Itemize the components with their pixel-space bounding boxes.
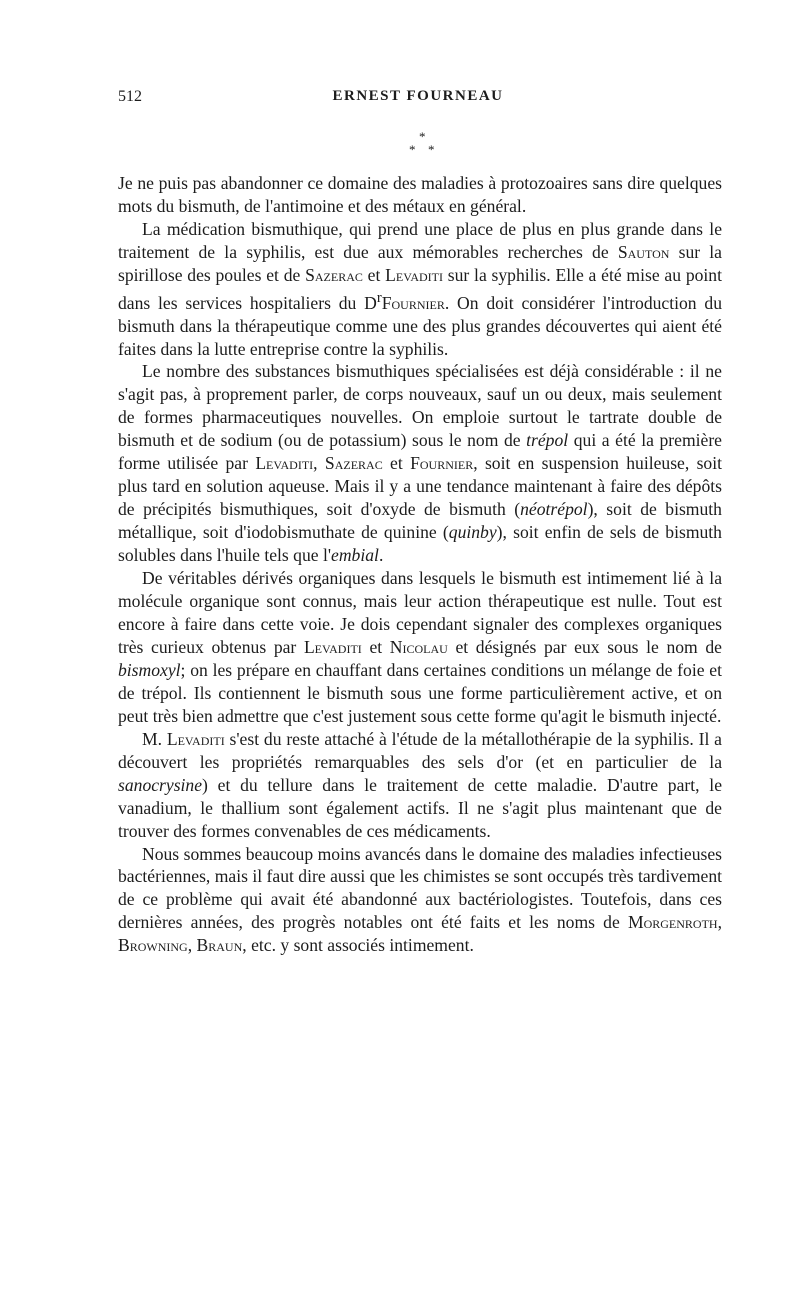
author-name: Sazerac xyxy=(324,453,383,474)
text-run: La médication bismuthique, qui prend une place de plus en plus grande dans le traitement de la syphilis, est due aux mémorables recherches de xyxy=(118,218,722,262)
paragraph xyxy=(118,843,722,958)
author-name: Braun xyxy=(196,935,243,956)
page-number: 512 xyxy=(118,88,142,105)
text-run: sur la spirillose des poules et de xyxy=(118,241,722,285)
text-run: et désignés par eux sous le nom de xyxy=(447,636,722,657)
text-run: qui a été la première forme utilisée par xyxy=(118,430,722,474)
author-name: Sauton xyxy=(617,241,670,262)
drug-name: bismoxyl xyxy=(118,659,181,680)
text-run: , xyxy=(313,453,325,474)
asterism-ornament xyxy=(0,130,800,162)
drug-name: trépol xyxy=(526,430,569,451)
paragraph xyxy=(118,567,722,728)
text-run: Nous sommes beaucoup moins avancés dans le domaine des maladies infectieuses bactériennes, mais il faut dire aussi que les chimistes se sont occupés très tardivement de ce problème qui avait été abandonné aux bactériologistes. Toutefois, dans ces dernières années, des progrès notables ont été faits et les noms de xyxy=(118,843,722,933)
drug-name: embial xyxy=(331,545,379,566)
text-run: , xyxy=(187,935,197,956)
text-run: Le nombre des substances bismuthiques spécialisées est déjà considérable : il ne s'agit pas, à proprement parler, de corps nouveaux, sauf un ou deux, mais seulement de formes pharmaceutiques nouvelles. On emploie surtout le tartrate double de bismuth et de sodium (ou de potassium) sous le nom de xyxy=(118,361,722,451)
body-text xyxy=(118,172,722,957)
text-run: ) et du tellure dans le traitement de cette maladie. D'autre part, le vanadium, le thallium sont également actifs. Il ne s'agit plus maintenant que de trouver des formes convenables de ces médicaments. xyxy=(118,774,722,841)
drug-name: sanocrysine xyxy=(118,774,203,795)
drug-name: néotrépol xyxy=(520,499,588,520)
author-name: Levaditi xyxy=(166,728,225,749)
text-run: s'est du reste attaché à l'étude de la métallothérapie de la syphilis. Il a découvert les propriétés remarquables des sels d'or (et en particulier de la xyxy=(118,728,722,772)
asterism-star: * xyxy=(419,129,426,144)
page-header xyxy=(118,88,718,110)
text-run: . xyxy=(378,545,384,566)
author-name: Levaditi xyxy=(385,264,443,285)
running-title: ERNEST FOURNEAU xyxy=(332,88,504,104)
author-name: Fournier xyxy=(410,453,474,474)
author-name: Levaditi xyxy=(255,453,314,474)
author-name: Levaditi xyxy=(303,636,362,657)
text-run: M. xyxy=(142,728,167,749)
author-name: Morgenroth xyxy=(627,912,718,933)
text-run: ), soit enfin de sels de bismuth solubles dans l'huile tels que l' xyxy=(118,522,722,566)
author-name: Sazerac xyxy=(305,264,363,285)
text-run: ; on les prépare en chauffant dans certaines conditions un mélange de foie et de trépol. Ils contiennent le bismuth sous une forme particulièrement active, et on peut très bien admettre que c'est justement sous cette forme qu'agit le bismuth injecté. xyxy=(118,659,722,726)
text-run: sur la syphilis. Elle a été mise au point dans les services hospitaliers du D xyxy=(118,264,722,313)
text-run: , etc. y sont associés intimement. xyxy=(242,935,474,956)
text-run: . On doit considérer l'introduction du bismuth dans la thérapeutique comme une des plus grandes découvertes qui aient été faites dans la lutte entreprise contre la syphilis. xyxy=(118,292,722,359)
drug-name: quinby xyxy=(448,522,497,543)
paragraph xyxy=(118,172,722,218)
paragraph xyxy=(118,360,722,567)
paragraph xyxy=(118,728,722,843)
text-run: et xyxy=(362,264,386,285)
paragraph xyxy=(118,218,722,361)
asterism-star: * xyxy=(428,142,435,157)
superscript: r xyxy=(376,289,382,306)
author-name: Nicolau xyxy=(389,636,448,657)
text-run: , xyxy=(717,912,722,933)
asterism-star: * xyxy=(409,142,416,157)
text-run: et xyxy=(361,636,390,657)
author-name: Browning xyxy=(118,935,188,956)
author-name: Fournier xyxy=(381,292,445,313)
text-run: , soit en suspension huileuse, soit plus tard en solution aqueuse. Mais il y a une tendance maintenant à faire des dépôts de précipités bismuthiques, soit d'oxyde de bismuth ( xyxy=(118,453,723,520)
text-run: De véritables dérivés organiques dans lesquels le bismuth est intimement lié à la molécule organique sont connus, mais leur action thérapeutique est nulle. Tout est encore à faire dans cette voie. Je dois cependant signaler des complexes organiques très curieux obtenus par xyxy=(118,568,722,657)
text-run: ), soit de bismuth métallique, soit d'iodobismuthate de quinine ( xyxy=(118,499,722,543)
text-run: Je ne puis pas abandonner ce domaine des maladies à protozoaires sans dire quelques mots du bismuth, de l'antimoine et des métaux en général. xyxy=(118,173,722,216)
text-run: et xyxy=(382,453,411,474)
